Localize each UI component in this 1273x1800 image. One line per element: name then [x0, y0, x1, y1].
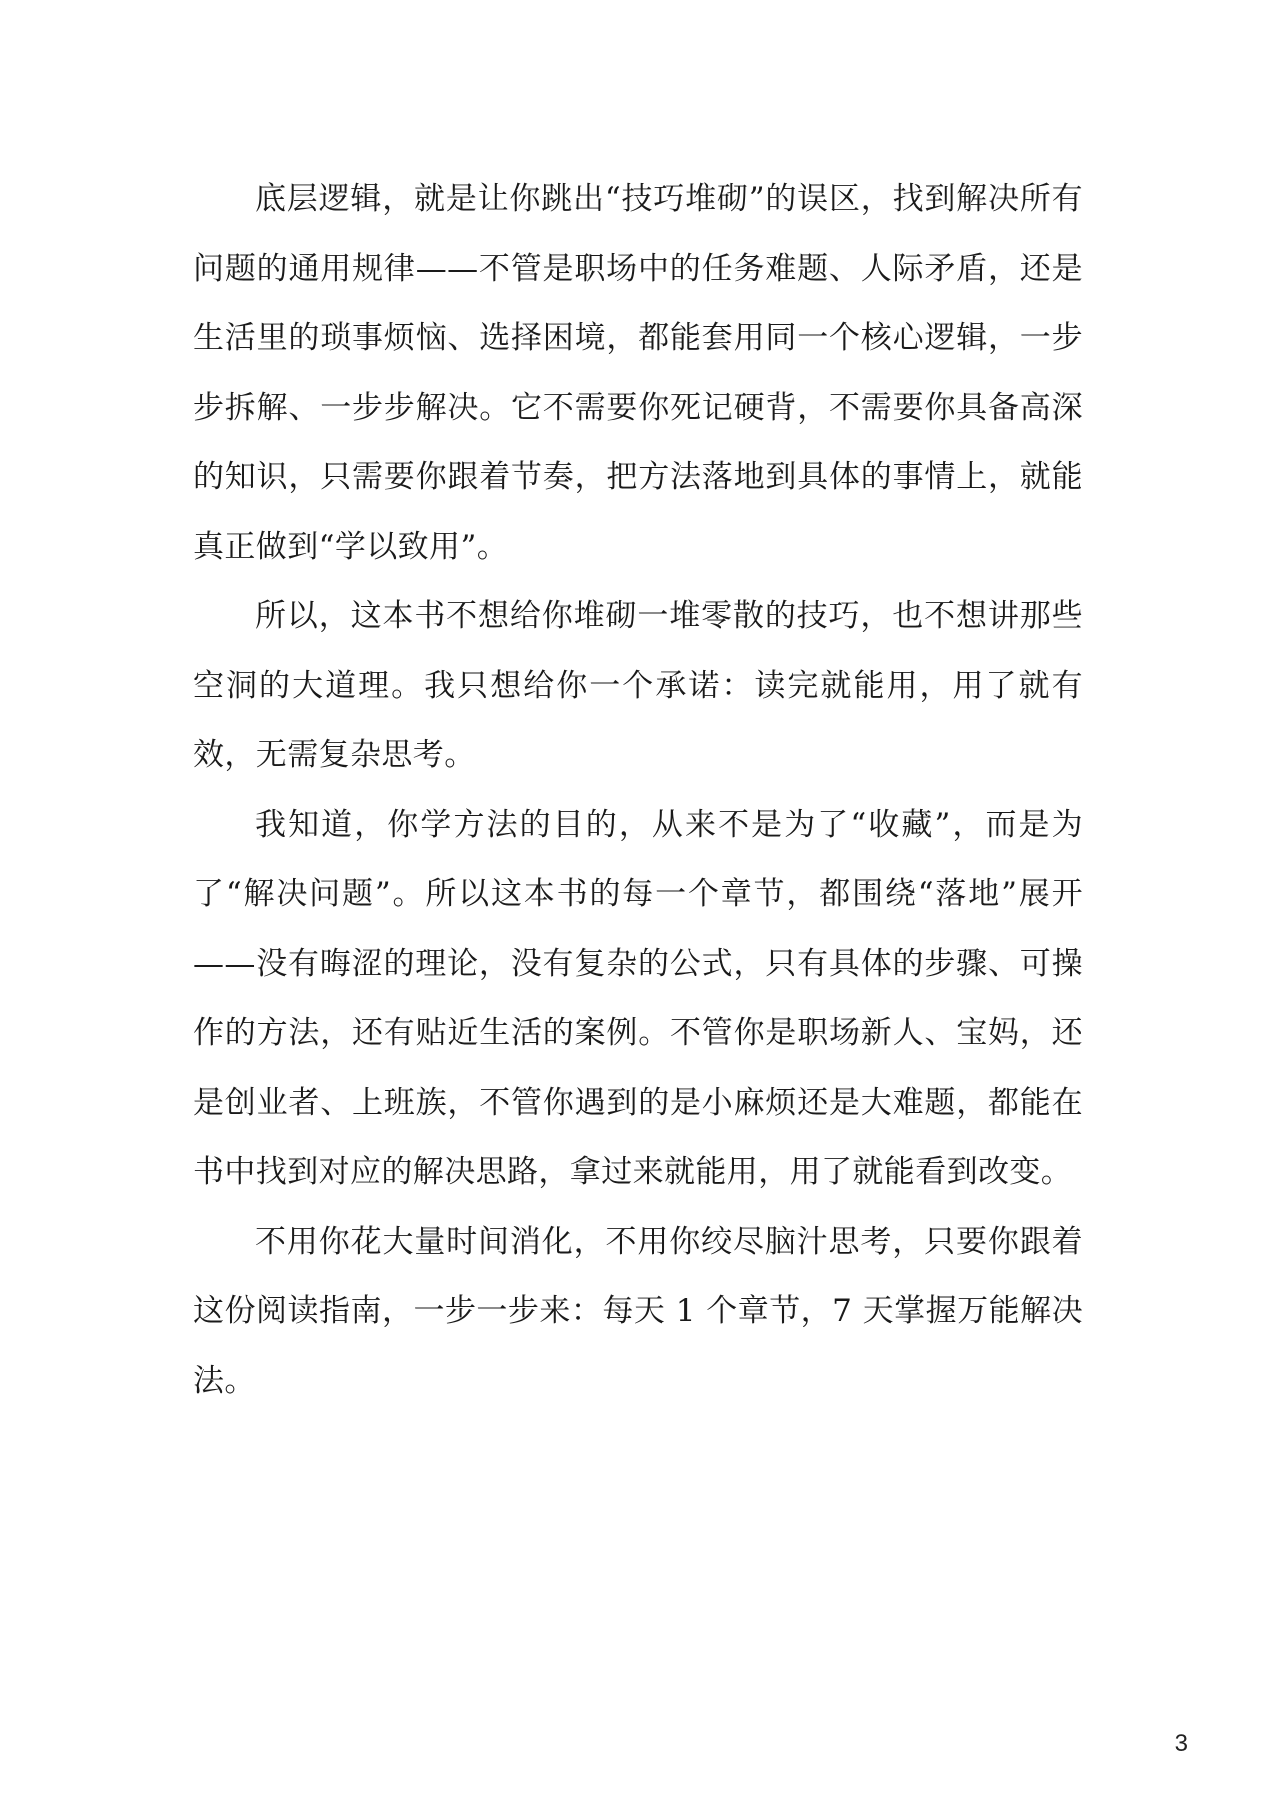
body-text — [193, 165, 1083, 1416]
page-number: 3 — [1174, 1730, 1188, 1757]
paragraph-2: 所以，这本书不想给你堆砌一堆零散的技巧，也不想讲那些空洞的大道理。我只想给你一个承诺：读完就能用，用了就有效，无需复杂思考。 — [193, 598, 1083, 773]
paragraph-1: 底层逻辑，就是让你跳出“技巧堆砌”的误区，找到解决所有问题的通用规律——不管是职场中的任务难题、人际矛盾，还是生活里的琐事烦恼、选择困境，都能套用同一个核心逻辑，一步步拆解、一步步解决。它不需要你死记硬背，不需要你具备高深的知识，只需要你跟着节奏，把方法落地到具体的事情上，就能真正做到“学以致用”。 — [193, 181, 1083, 565]
paragraph-4: 不用你花大量时间消化，不用你绞尽脑汁思考，只要你跟着这份阅读指南，一步一步来：每天 1 个章节，7 天掌握万能解决法。 — [193, 1223, 1083, 1399]
paragraph-3: 我知道，你学方法的目的，从来不是为了“收藏”，而是为了“解决问题”。所以这本书的每一个章节，都围绕“落地”展开——没有晦涩的理论，没有复杂的公式，只有具体的步骤、可操作的方法，还有贴近生活的案例。不管你是职场新人、宝妈，还是创业者、上班族，不管你遇到的是小麻烦还是大难题，都能在书中找到对应的解决思路，拿过来就能用，用了就能看到改变。 — [193, 806, 1083, 1190]
